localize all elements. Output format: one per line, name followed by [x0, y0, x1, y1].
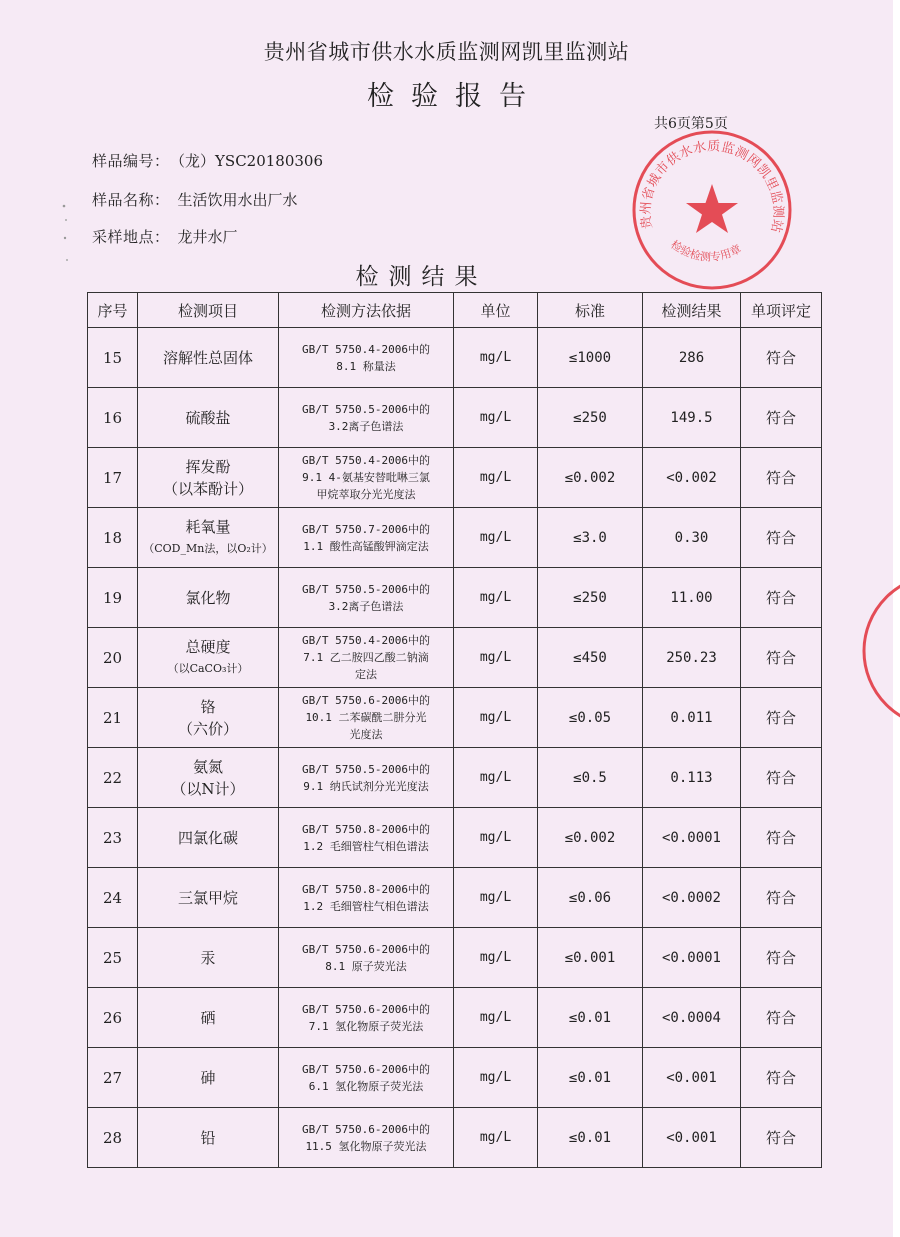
test-item: 氯化物 — [185, 588, 231, 607]
results-table — [87, 292, 822, 1168]
test-item: 耗氧量 — [185, 517, 231, 536]
cell-item — [138, 748, 279, 808]
cell-no — [88, 748, 138, 808]
unit-value: mg/L — [479, 470, 512, 485]
test-item: 三氯甲烷 — [177, 888, 238, 907]
cell-method — [279, 448, 454, 508]
cell-no — [88, 448, 138, 508]
table-title: 检测结果 — [355, 264, 488, 290]
evaluation-value: 符合 — [765, 529, 796, 547]
method-line: 8.1 称量法 — [336, 359, 396, 373]
table-row — [88, 748, 822, 808]
col-header-evaluation: 单项评定 — [741, 293, 822, 328]
result-value: <0.0001 — [661, 949, 721, 966]
test-item: 铅 — [200, 1128, 216, 1147]
sample-name-label: 样品名称： — [92, 191, 170, 209]
cell-method — [279, 1108, 454, 1168]
evaluation-value: 符合 — [765, 349, 796, 367]
table-row — [88, 628, 822, 688]
cell-item — [138, 448, 279, 508]
test-item: 氨氮 — [192, 757, 223, 776]
standard-value: ≤0.01 — [568, 1009, 612, 1026]
method-line: 1.2 毛细管柱气相色谱法 — [303, 899, 429, 913]
method-line: 7.1 氢化物原子荧光法 — [308, 1019, 424, 1033]
standard-value: ≤0.5 — [573, 769, 607, 786]
sampling-site-line — [92, 226, 238, 247]
cell-no — [88, 628, 138, 688]
row-number: 20 — [102, 648, 123, 667]
cell-item — [138, 808, 279, 868]
cell-method — [279, 868, 454, 928]
standard-value: ≤0.002 — [564, 469, 616, 486]
method-line: 9.1 纳氏试剂分光光度法 — [303, 779, 429, 793]
method-line: 7.1 乙二胺四乙酸二钠滴 — [303, 651, 429, 664]
cell-no — [88, 508, 138, 568]
cell-unit — [454, 508, 538, 568]
test-item: 砷 — [200, 1068, 216, 1087]
row-number: 22 — [102, 768, 123, 787]
test-item-note: （COD_Mn法，以O₂计） — [143, 541, 273, 555]
evaluation-value: 符合 — [765, 1009, 796, 1027]
table-row — [88, 328, 822, 388]
col-header-method: 检测方法依据 — [279, 293, 454, 328]
cell-unit — [454, 388, 538, 448]
sample-name-value: 生活饮用水出厂水 — [177, 191, 298, 209]
evaluation-value: 符合 — [765, 649, 796, 667]
evaluation-value: 符合 — [765, 829, 796, 847]
cell-standard — [538, 868, 643, 928]
cell-evaluation — [741, 508, 822, 568]
cell-item — [138, 868, 279, 928]
table-header-row — [88, 293, 822, 328]
cell-method — [279, 328, 454, 388]
row-number: 25 — [102, 948, 123, 967]
method-line: 甲烷萃取分光光度法 — [316, 488, 416, 501]
cell-result — [643, 928, 741, 988]
standard-value: ≤250 — [573, 409, 607, 426]
cell-no — [88, 868, 138, 928]
cell-item — [138, 688, 279, 748]
cell-standard — [538, 508, 643, 568]
result-value: 286 — [678, 349, 705, 366]
result-value: 0.30 — [674, 529, 709, 546]
cell-standard — [538, 1108, 643, 1168]
method-line: 1.2 毛细管柱气相色谱法 — [303, 839, 429, 853]
col-header-result: 检测结果 — [643, 293, 741, 328]
cell-method — [279, 1048, 454, 1108]
report-title: 检验报告 — [367, 81, 543, 112]
cell-result — [643, 748, 741, 808]
test-item-note: （以N计） — [171, 779, 245, 798]
table-row — [88, 868, 822, 928]
cell-unit — [454, 928, 538, 988]
test-item-note: （以CaCO₃计） — [167, 661, 249, 675]
cell-method — [279, 568, 454, 628]
cell-item — [138, 568, 279, 628]
row-number: 28 — [102, 1128, 123, 1147]
cell-result — [643, 988, 741, 1048]
standard-value: ≤0.001 — [564, 949, 616, 966]
unit-value: mg/L — [479, 830, 512, 845]
method-line: GB/T 5750.5-2006中的 — [302, 402, 430, 416]
cell-method — [279, 508, 454, 568]
cell-no — [88, 928, 138, 988]
test-item: 硫酸盐 — [185, 408, 231, 427]
row-number: 27 — [102, 1068, 123, 1087]
cell-unit — [454, 748, 538, 808]
seal-sub-text: 检验检测专用章 — [668, 237, 744, 264]
row-number: 26 — [102, 1008, 123, 1027]
standard-value: ≤3.0 — [573, 529, 607, 546]
row-number: 21 — [102, 708, 123, 727]
unit-value: mg/L — [479, 650, 512, 665]
cell-no — [88, 388, 138, 448]
standard-value: ≤0.01 — [568, 1129, 612, 1146]
unit-value: mg/L — [479, 890, 512, 905]
col-header-standard: 标准 — [538, 293, 643, 328]
cell-result — [643, 328, 741, 388]
test-item: 硒 — [200, 1008, 216, 1027]
test-item: 汞 — [200, 948, 216, 967]
sample-id-label: 样品编号： — [92, 152, 170, 170]
organization-name: 贵州省城市供水水质监测网凯里监测站 — [263, 40, 630, 64]
cell-method — [279, 748, 454, 808]
col-header-item: 检测项目 — [138, 293, 279, 328]
table-row — [88, 928, 822, 988]
cell-evaluation — [741, 1108, 822, 1168]
cell-no — [88, 328, 138, 388]
method-line: GB/T 5750.8-2006中的 — [302, 822, 430, 836]
cell-unit — [454, 328, 538, 388]
standard-value: ≤0.06 — [568, 889, 612, 906]
cell-unit — [454, 628, 538, 688]
cell-standard — [538, 328, 643, 388]
cell-evaluation — [741, 868, 822, 928]
unit-value: mg/L — [479, 1010, 512, 1025]
table-row — [88, 448, 822, 508]
method-line: GB/T 5750.4-2006中的 — [302, 634, 430, 647]
cell-item — [138, 988, 279, 1048]
col-header-unit: 单位 — [454, 293, 538, 328]
unit-value: mg/L — [479, 1070, 512, 1085]
cell-method — [279, 388, 454, 448]
method-line: GB/T 5750.4-2006中的 — [302, 342, 430, 356]
cell-no — [88, 1108, 138, 1168]
cell-unit — [454, 688, 538, 748]
cell-no — [88, 808, 138, 868]
cell-result — [643, 1048, 741, 1108]
evaluation-value: 符合 — [765, 1129, 796, 1147]
standard-value: ≤1000 — [568, 349, 612, 366]
svg-text:检验检测专用章 — [668, 237, 743, 264]
method-line: 8.1 原子荧光法 — [325, 959, 407, 973]
evaluation-value: 符合 — [765, 1069, 796, 1087]
test-item: 挥发酚 — [185, 457, 231, 476]
cell-method — [279, 628, 454, 688]
cell-evaluation — [741, 928, 822, 988]
method-line: 1.1 酸性高锰酸钾滴定法 — [303, 539, 429, 553]
cell-item — [138, 1048, 279, 1108]
official-seal — [630, 128, 794, 292]
cell-result — [643, 1108, 741, 1168]
method-line: GB/T 5750.6-2006中的 — [302, 694, 430, 707]
cell-method — [279, 808, 454, 868]
cell-method — [279, 988, 454, 1048]
unit-value: mg/L — [479, 410, 512, 425]
cell-standard — [538, 628, 643, 688]
result-value: 11.00 — [670, 589, 713, 606]
result-value: 149.5 — [670, 409, 713, 426]
standard-value: ≤250 — [573, 589, 607, 606]
cell-standard — [538, 448, 643, 508]
table-row — [88, 1108, 822, 1168]
method-line: 3.2离子色谱法 — [328, 599, 404, 613]
row-number: 19 — [102, 588, 123, 607]
method-line: GB/T 5750.7-2006中的 — [302, 522, 430, 536]
method-line: GB/T 5750.4-2006中的 — [302, 454, 430, 467]
cell-evaluation — [741, 628, 822, 688]
unit-value: mg/L — [479, 1130, 512, 1145]
standard-value: ≤450 — [573, 649, 607, 666]
cell-result — [643, 628, 741, 688]
result-value: <0.0002 — [661, 889, 721, 906]
cell-no — [88, 1048, 138, 1108]
table-row — [88, 568, 822, 628]
cell-evaluation — [741, 988, 822, 1048]
sampling-site-value: 龙井水厂 — [177, 228, 238, 246]
cell-unit — [454, 868, 538, 928]
row-number: 15 — [102, 348, 123, 367]
unit-value: mg/L — [479, 710, 512, 725]
result-value: <0.002 — [666, 469, 717, 486]
cell-no — [88, 688, 138, 748]
sample-id-value: （龙）YSC20180306 — [177, 152, 324, 170]
edge-seal-fragment — [862, 566, 900, 736]
result-value: <0.001 — [666, 1069, 717, 1086]
method-line: GB/T 5750.6-2006中的 — [302, 1122, 430, 1136]
cell-unit — [454, 1108, 538, 1168]
result-value: 0.011 — [670, 709, 713, 726]
cell-item — [138, 508, 279, 568]
page-indicator: 共6页第5页 — [654, 116, 728, 132]
cell-standard — [538, 688, 643, 748]
test-item: 溶解性总固体 — [162, 348, 253, 367]
cell-unit — [454, 808, 538, 868]
test-item: 总硬度 — [185, 637, 231, 656]
table-row — [88, 988, 822, 1048]
test-item: 四氯化碳 — [177, 828, 238, 847]
evaluation-value: 符合 — [765, 589, 796, 607]
col-header-no: 序号 — [88, 293, 138, 328]
cell-result — [643, 388, 741, 448]
cell-result — [643, 448, 741, 508]
cell-standard — [538, 988, 643, 1048]
evaluation-value: 符合 — [765, 769, 796, 787]
evaluation-value: 符合 — [765, 469, 796, 487]
row-number: 24 — [102, 888, 123, 907]
standard-value: ≤0.05 — [568, 709, 612, 726]
cell-evaluation — [741, 328, 822, 388]
table-row — [88, 388, 822, 448]
test-item: 铬 — [200, 697, 216, 716]
evaluation-value: 符合 — [765, 949, 796, 967]
cell-unit — [454, 1048, 538, 1108]
cell-item — [138, 388, 279, 448]
table-row — [88, 1048, 822, 1108]
cell-item — [138, 928, 279, 988]
method-line: GB/T 5750.6-2006中的 — [302, 942, 430, 956]
sampling-site-label: 采样地点： — [92, 228, 170, 246]
cell-result — [643, 868, 741, 928]
result-value: <0.0001 — [661, 829, 721, 846]
sample-name-line — [92, 189, 298, 210]
cell-evaluation — [741, 448, 822, 508]
cell-no — [88, 568, 138, 628]
cell-item — [138, 628, 279, 688]
evaluation-value: 符合 — [765, 889, 796, 907]
method-line: 光度法 — [349, 728, 383, 741]
table-row — [88, 688, 822, 748]
cell-standard — [538, 388, 643, 448]
cell-evaluation — [741, 748, 822, 808]
sample-id-line — [92, 150, 323, 171]
method-line: 11.5 氢化物原子荧光法 — [305, 1139, 427, 1153]
unit-value: mg/L — [479, 530, 512, 545]
result-value: 0.113 — [670, 769, 713, 786]
table-row — [88, 808, 822, 868]
result-value: <0.0004 — [661, 1009, 721, 1026]
method-line: GB/T 5750.5-2006中的 — [302, 582, 430, 596]
method-line: 10.1 二苯碳酰二肼分光 — [305, 711, 427, 724]
cell-standard — [538, 928, 643, 988]
row-number: 16 — [102, 408, 123, 427]
cell-item — [138, 1108, 279, 1168]
test-item-note: （以苯酚计） — [162, 479, 253, 498]
evaluation-value: 符合 — [765, 709, 796, 727]
cell-evaluation — [741, 388, 822, 448]
standard-value: ≤0.01 — [568, 1069, 612, 1086]
scan-specks — [58, 200, 78, 280]
test-item-note: （六价） — [177, 719, 238, 738]
method-line: 6.1 氢化物原子荧光法 — [308, 1079, 424, 1093]
cell-method — [279, 688, 454, 748]
cell-standard — [538, 1048, 643, 1108]
cell-result — [643, 688, 741, 748]
cell-standard — [538, 808, 643, 868]
row-number: 17 — [102, 468, 123, 487]
cell-evaluation — [741, 568, 822, 628]
cell-unit — [454, 448, 538, 508]
cell-unit — [454, 568, 538, 628]
cell-result — [643, 508, 741, 568]
cell-standard — [538, 568, 643, 628]
method-line: GB/T 5750.6-2006中的 — [302, 1002, 430, 1016]
cell-unit — [454, 988, 538, 1048]
cell-standard — [538, 748, 643, 808]
seal-text: 贵州省城市供水水质监测网凯里监测站 — [638, 139, 786, 235]
unit-value: mg/L — [479, 950, 512, 965]
cell-evaluation — [741, 1048, 822, 1108]
row-number: 23 — [102, 828, 123, 847]
cell-evaluation — [741, 688, 822, 748]
table-row — [88, 508, 822, 568]
cell-result — [643, 808, 741, 868]
evaluation-value: 符合 — [765, 409, 796, 427]
method-line: GB/T 5750.8-2006中的 — [302, 882, 430, 896]
row-number: 18 — [102, 528, 123, 547]
cell-evaluation — [741, 808, 822, 868]
method-line: GB/T 5750.6-2006中的 — [302, 1062, 430, 1076]
unit-value: mg/L — [479, 350, 512, 365]
method-line: GB/T 5750.5-2006中的 — [302, 762, 430, 776]
standard-value: ≤0.002 — [564, 829, 616, 846]
cell-method — [279, 928, 454, 988]
cell-no — [88, 988, 138, 1048]
method-line: 3.2离子色谱法 — [328, 419, 404, 433]
result-value: <0.001 — [666, 1129, 717, 1146]
unit-value: mg/L — [479, 770, 512, 785]
cell-result — [643, 568, 741, 628]
method-line: 9.1 4-氨基安替吡啉三氯 — [302, 471, 430, 484]
method-line: 定法 — [355, 668, 377, 681]
unit-value: mg/L — [479, 590, 512, 605]
result-value: 250.23 — [666, 649, 717, 666]
cell-item — [138, 328, 279, 388]
